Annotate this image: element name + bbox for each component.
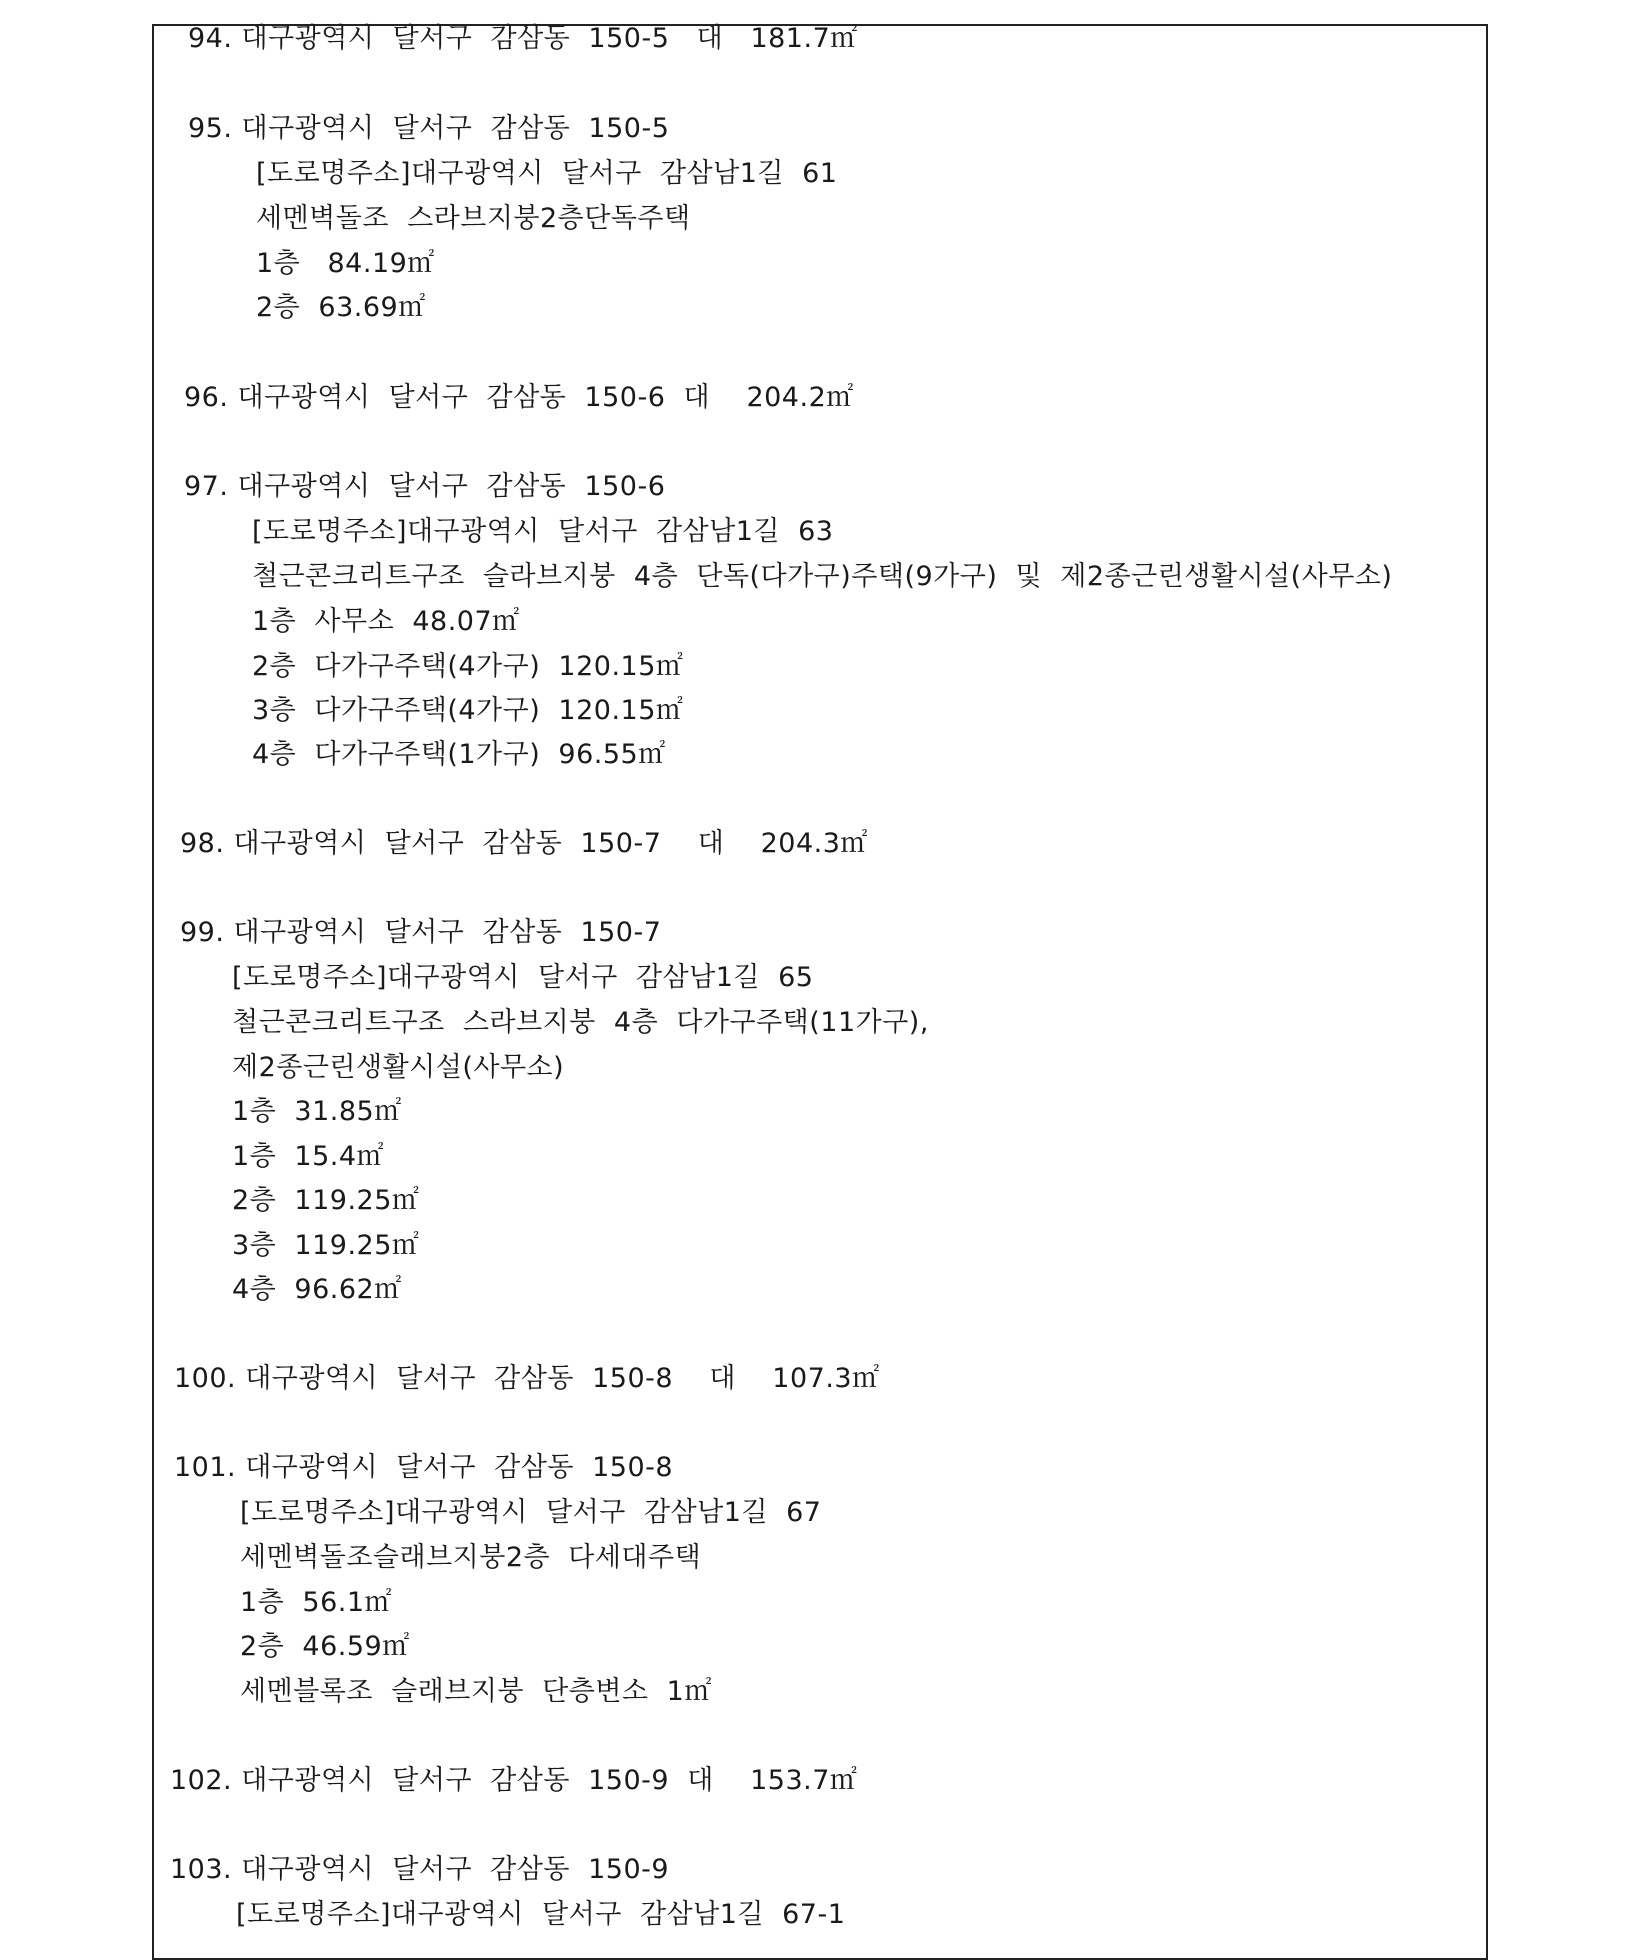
property-detail: 2층 다가구주택(4가구) 120.15㎡	[252, 651, 684, 682]
property-detail: 철근콘크리트구조 스라브지붕 4층 다가구주택(11가구),	[232, 1007, 929, 1038]
property-entry: 102. 대구광역시 달서구 감삼동 150-9 대 153.7㎡	[170, 1765, 858, 1796]
property-detail: 제2종근린생활시설(사무소)	[232, 1052, 565, 1083]
property-entry: 95. 대구광역시 달서구 감삼동 150-5	[188, 113, 670, 144]
property-detail: 세멘벽돌조 스라브지붕2층단독주택	[256, 203, 691, 234]
property-detail: 2층 63.69㎡	[256, 292, 426, 323]
property-entry: 101. 대구광역시 달서구 감삼동 150-8	[174, 1452, 674, 1483]
property-detail: 1층 15.4㎡	[232, 1141, 385, 1172]
property-entry: 94. 대구광역시 달서구 감삼동 150-5 대 181.7㎡	[188, 23, 858, 54]
property-detail: [도로명주소]대구광역시 달서구 감삼남1길 67-1	[236, 1899, 846, 1930]
property-detail: 1층 56.1㎡	[240, 1587, 393, 1618]
property-entry: 99. 대구광역시 달서구 감삼동 150-7	[180, 917, 662, 948]
property-entry: 100. 대구광역시 달서구 감삼동 150-8 대 107.3㎡	[174, 1363, 880, 1394]
property-detail: 세멘벽돌조슬래브지붕2층 다세대주택	[240, 1542, 702, 1573]
property-detail: 2층 119.25㎡	[232, 1185, 420, 1216]
property-detail: 2층 46.59㎡	[240, 1631, 410, 1662]
property-detail: 1층 84.19㎡	[256, 248, 435, 279]
property-detail: [도로명주소]대구광역시 달서구 감삼남1길 67	[240, 1497, 822, 1528]
property-detail: 3층 다가구주택(4가구) 120.15㎡	[252, 695, 684, 726]
property-detail: [도로명주소]대구광역시 달서구 감삼남1길 61	[256, 158, 838, 189]
property-detail: 4층 96.62㎡	[232, 1274, 402, 1305]
property-detail: 4층 다가구주택(1가구) 96.55㎡	[252, 739, 666, 770]
property-detail: 세멘블록조 슬래브지붕 단층변소 1㎡	[240, 1676, 712, 1707]
property-detail: 1층 사무소 48.07㎡	[252, 606, 520, 637]
property-entry: 97. 대구광역시 달서구 감삼동 150-6	[184, 471, 666, 502]
property-detail: [도로명주소]대구광역시 달서구 감삼남1길 65	[232, 962, 814, 993]
property-detail: 3층 119.25㎡	[232, 1230, 420, 1261]
property-detail: 1층 31.85㎡	[232, 1096, 402, 1127]
property-entry: 103. 대구광역시 달서구 감삼동 150-9	[170, 1854, 670, 1885]
property-entry: 96. 대구광역시 달서구 감삼동 150-6 대 204.2㎡	[184, 382, 854, 413]
property-detail: [도로명주소]대구광역시 달서구 감삼남1길 63	[252, 516, 834, 547]
property-detail: 철근콘크리트구조 슬라브지붕 4층 단독(다가구)주택(9가구) 및 제2종근린생활시설(사무소)	[252, 561, 1393, 592]
property-entry: 98. 대구광역시 달서구 감삼동 150-7 대 204.3㎡	[180, 828, 868, 859]
